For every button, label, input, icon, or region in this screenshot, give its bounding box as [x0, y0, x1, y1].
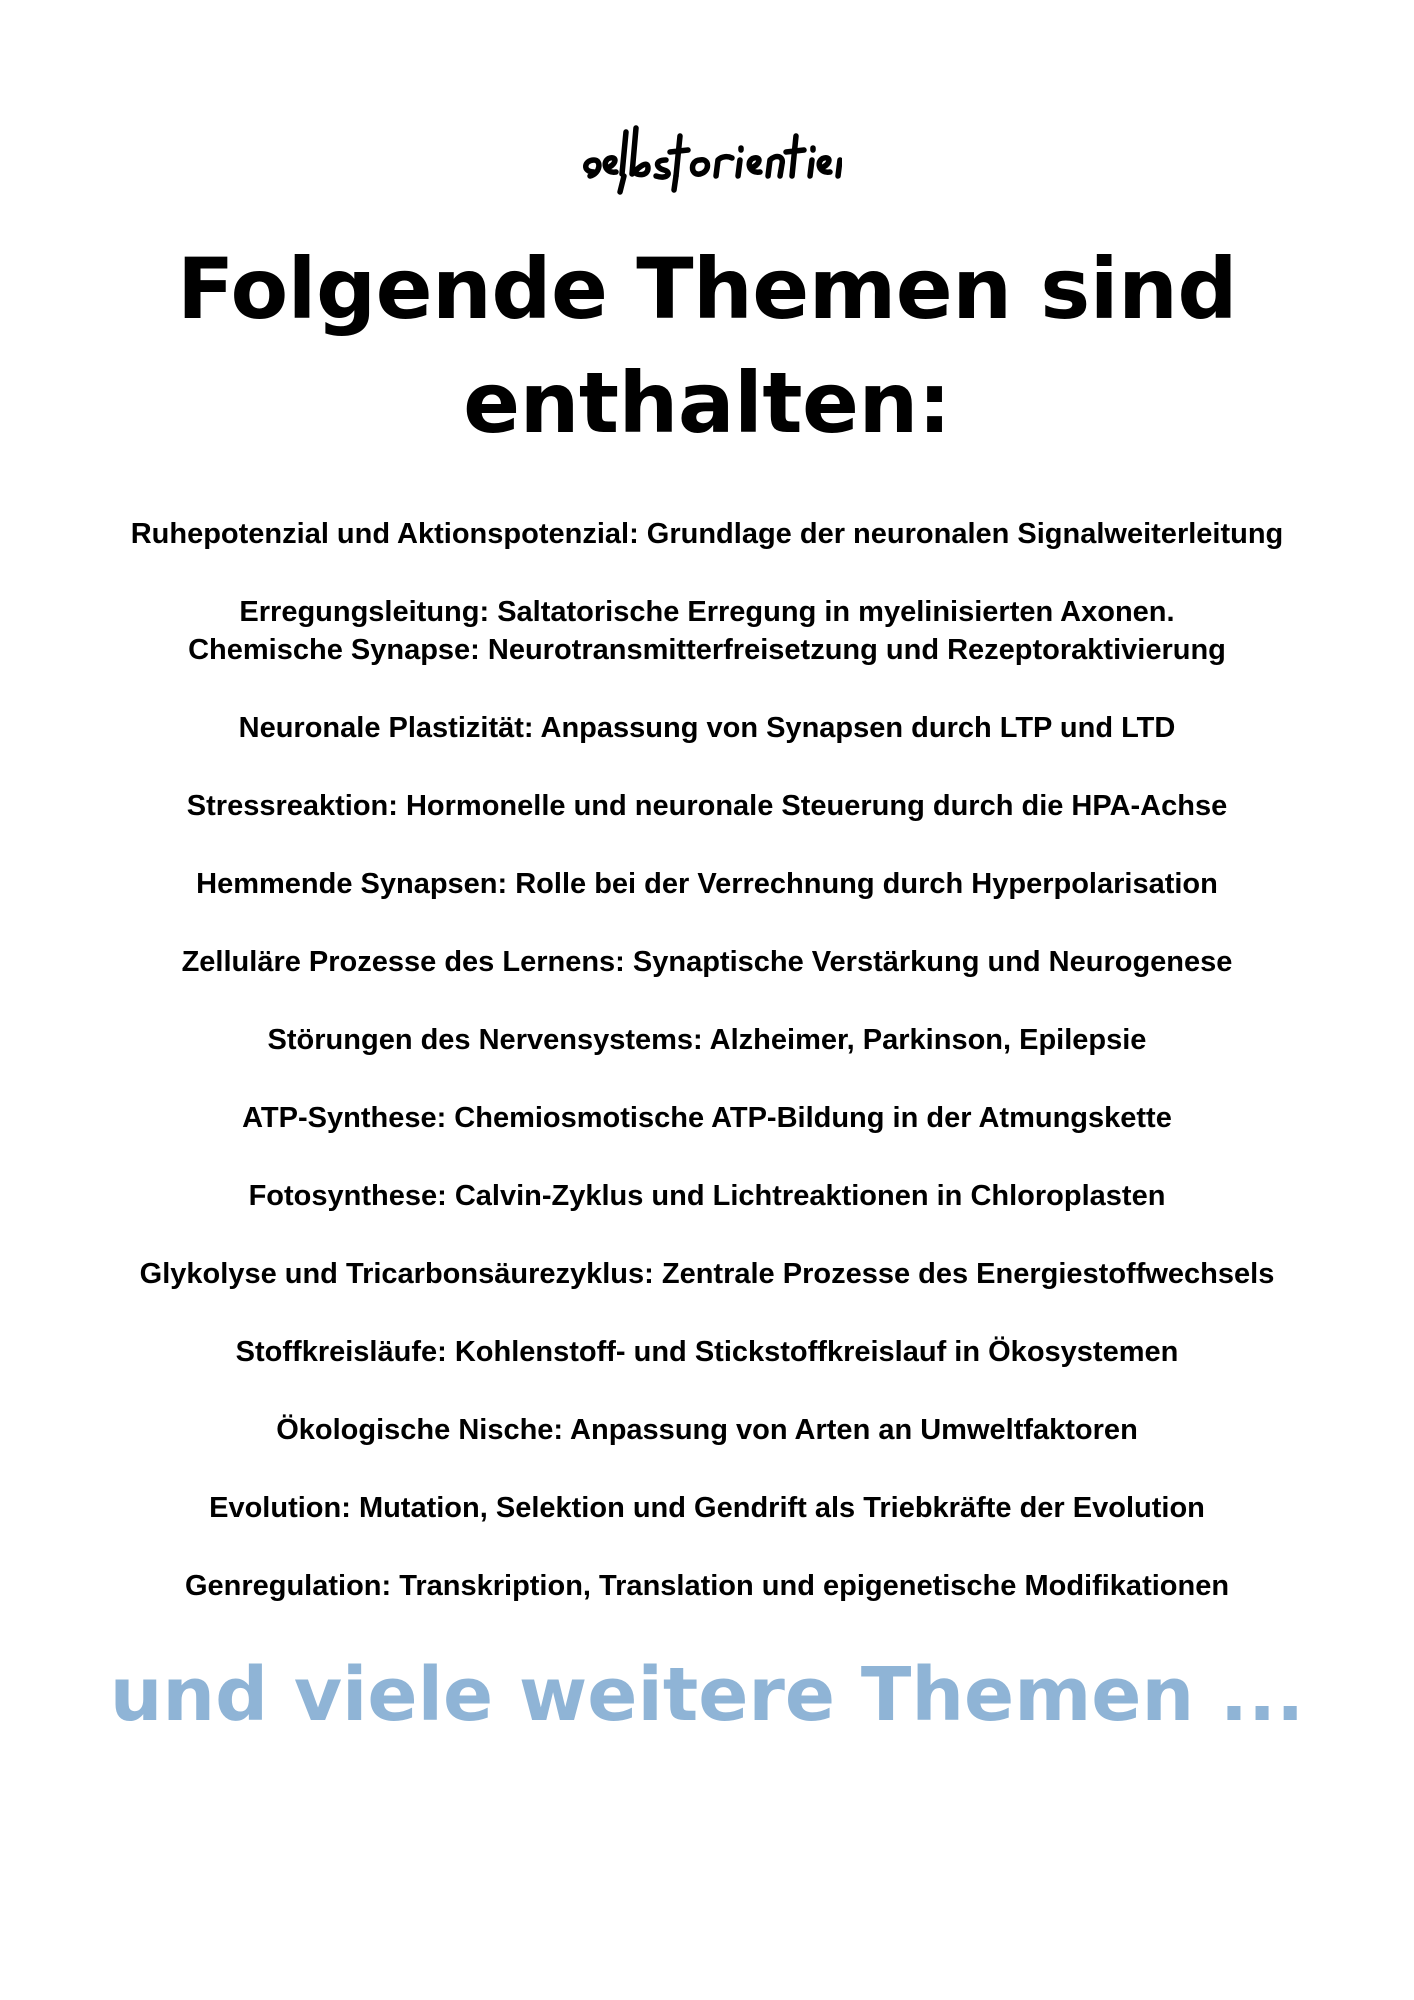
list-item: Stressreaktion: Hormonelle und neuronale Steuerung durch die HPA-Achse — [186, 790, 1228, 822]
logo-wordmark-graphic — [572, 114, 842, 200]
list-item: Zelluläre Prozesse des Lernens: Synaptische Verstärkung und Neurogenese — [181, 946, 1233, 978]
more-topics-text: und viele weitere Themen ... — [109, 1652, 1305, 1738]
page-title-line-1: Folgende Themen sind — [176, 240, 1238, 338]
list-item: Ökologische Nische: Anpassung von Arten an Umweltfaktoren — [276, 1414, 1138, 1446]
list-item: Genregulation: Transkription, Translation und epigenetische Modifikationen — [184, 1570, 1230, 1602]
list-item: Stoffkreisläufe: Kohlenstoff- und Stickstoffkreislauf in Ökosystemen — [235, 1336, 1179, 1368]
list-item: Chemische Synapse: Neurotransmitterfreisetzung und Rezeptoraktivierung — [188, 634, 1226, 666]
logo-text: selbstorientiert — [703, 198, 711, 199]
list-item: ATP-Synthese: Chemiosmotische ATP-Bildung in der Atmungskette — [242, 1102, 1172, 1134]
list-item: Störungen des Nervensystems: Alzheimer, Parkinson, Epilepsie — [267, 1024, 1147, 1056]
list-item: Fotosynthese: Calvin-Zyklus und Lichtreaktionen in Chloroplasten — [248, 1180, 1166, 1212]
list-item: Ruhepotenzial und Aktionspotenzial: Grundlage der neuronalen Signalweiterleitung — [130, 518, 1284, 550]
page-title-line-2: enthalten: — [463, 354, 951, 452]
page-title — [0, 232, 1414, 460]
list-item: Glykolyse und Tricarbonsäurezyklus: Zentrale Prozesse des Energiestoffwechsels — [139, 1258, 1275, 1290]
list-item: Hemmende Synapsen: Rolle bei der Verrechnung durch Hyperpolarisation — [196, 868, 1218, 900]
list-item: Evolution: Mutation, Selektion und Gendrift als Triebkräfte der Evolution — [209, 1492, 1205, 1524]
list-item: Neuronale Plastizität: Anpassung von Synapsen durch LTP und LTD — [238, 712, 1176, 744]
list-item: Erregungsleitung: Saltatorische Erregung in myelinisierten Axonen. — [239, 596, 1175, 628]
brand-logo — [0, 112, 1414, 202]
